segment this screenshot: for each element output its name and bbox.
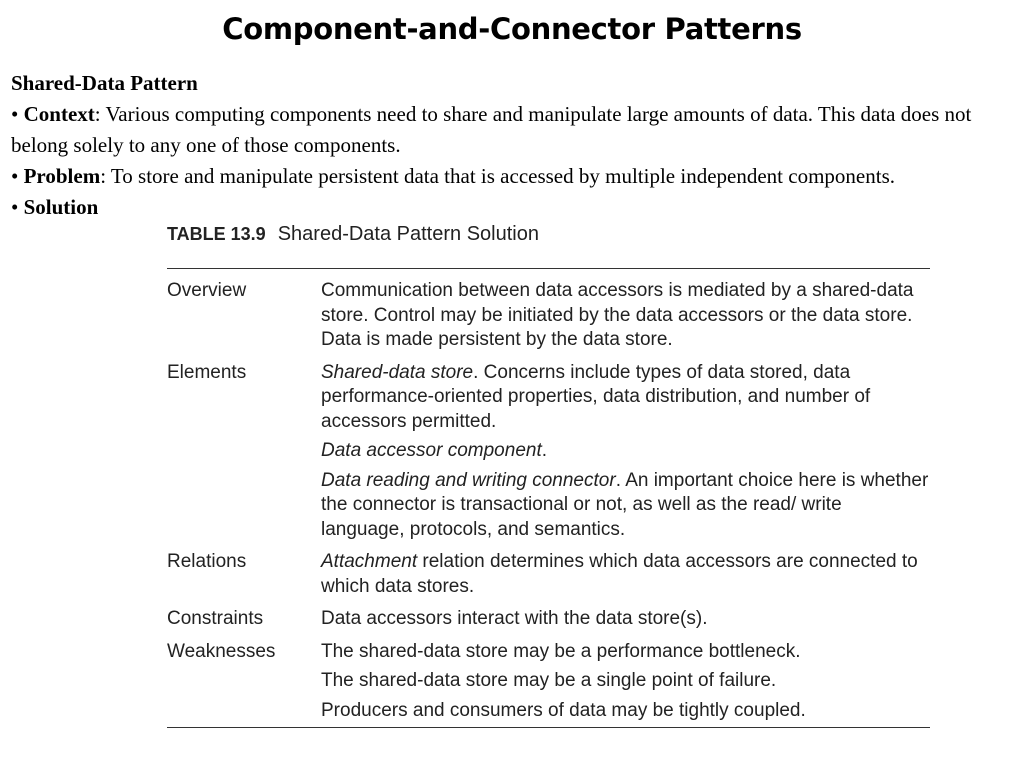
- section-heading: Shared-Data Pattern: [11, 71, 198, 95]
- table-bottom-rule: [167, 727, 930, 728]
- solution-bullet: [11, 192, 1011, 223]
- bullet-marker: •: [11, 164, 19, 188]
- problem-text: : To store and manipulate persistent data that is accessed by multiple independent components.: [100, 164, 895, 188]
- elements-item: [321, 361, 930, 435]
- weakness-item: The shared-data store may be a single point of failure.: [321, 670, 777, 691]
- elements-item: [321, 469, 930, 543]
- bullet-marker: •: [11, 195, 19, 219]
- row-label-relations: Relations: [167, 551, 247, 572]
- relations-desc: relation determines which data accessors are connected to which data stores.: [321, 551, 918, 597]
- context-bullet: [11, 99, 1011, 161]
- row-content-relations: [321, 550, 930, 599]
- table-row: [167, 361, 930, 543]
- row-content-overview: [321, 279, 930, 353]
- table-row: [167, 640, 930, 724]
- relations-term: Attachment: [321, 551, 418, 572]
- weakness-item: Producers and consumers of data may be tightly coupled.: [321, 699, 806, 721]
- element-term: Shared-data store: [321, 361, 474, 383]
- overview-text: Communication between data accessors is mediated by a shared-data store. Control may be initiated by the data accessors or the data store. Data is made persistent by the data store.: [321, 280, 914, 350]
- table-row: [167, 279, 930, 353]
- problem-bullet: [11, 161, 1011, 192]
- solution-label: Solution: [23, 195, 99, 219]
- table-caption-text: Shared-Data Pattern Solution: [277, 223, 539, 245]
- slide-body: [11, 68, 1011, 223]
- row-content-elements: [321, 361, 930, 543]
- row-content-constraints: [321, 607, 930, 632]
- element-desc: . An important choice here is whether the connector is transactional or not, as well as the read/ write language, protocols, and semantics.: [321, 469, 929, 540]
- weakness-item: The shared-data store may be a performance bottleneck.: [321, 640, 801, 662]
- constraints-text: Data accessors interact with the data store(s).: [321, 608, 708, 629]
- context-label: Context: [23, 102, 95, 126]
- table-number: TABLE 13.9: [167, 224, 266, 244]
- table-caption: [167, 220, 930, 248]
- element-term: Data accessor component: [321, 440, 542, 461]
- row-label-weaknesses: Weaknesses: [167, 640, 276, 662]
- bullet-marker: •: [11, 102, 19, 126]
- slide-title: Component-and-Connector Patterns: [222, 12, 802, 46]
- relations-text: [321, 550, 930, 599]
- row-label-overview: Overview: [167, 280, 247, 301]
- context-text: : Various computing components need to share and manipulate large amounts of data. This data does not belong solely to any one of those components.: [11, 102, 972, 157]
- problem-label: Problem: [23, 164, 101, 188]
- table-row: [167, 607, 930, 632]
- row-label-elements: Elements: [167, 361, 247, 383]
- table-top-rule: [167, 268, 930, 269]
- row-content-weaknesses: [321, 640, 930, 724]
- elements-item: [321, 439, 930, 464]
- row-label-constraints: Constraints: [167, 608, 264, 629]
- element-term: Data reading and writing connector: [321, 469, 616, 491]
- element-desc: .: [541, 440, 548, 461]
- solution-table: [167, 220, 930, 728]
- element-desc: . Concerns include types of data stored, data performance-oriented properties, data distribution, and number of accessors permitted.: [321, 361, 871, 432]
- table-row: [167, 550, 930, 599]
